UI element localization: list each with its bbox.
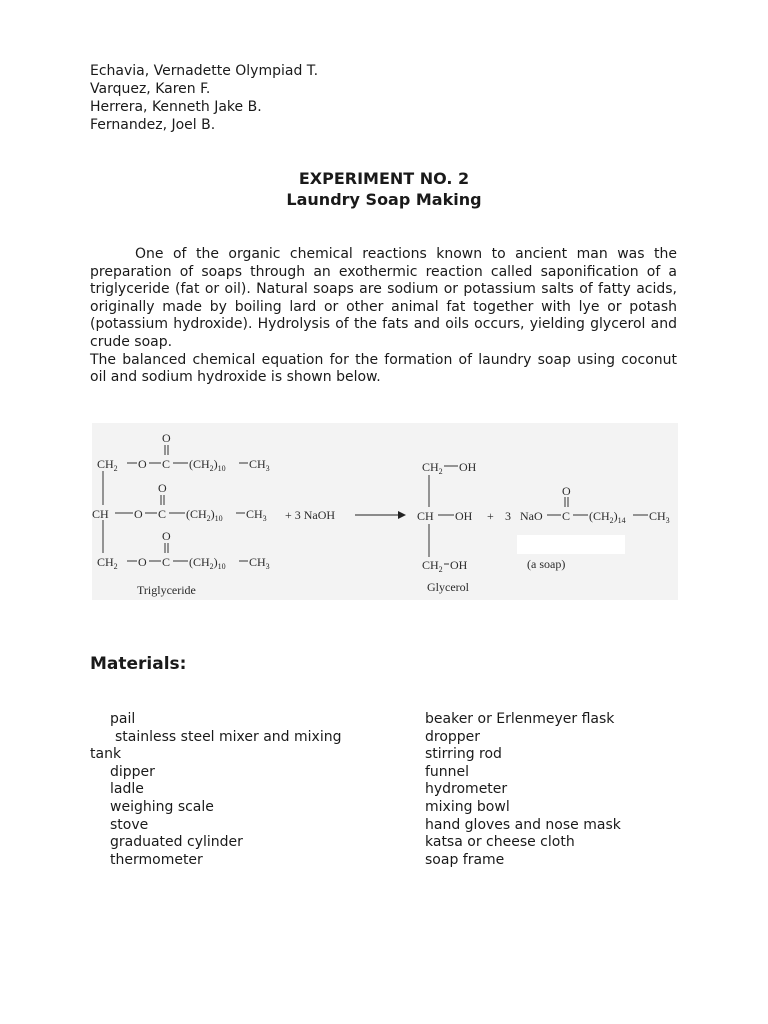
eq-atom: $CH_2$ bbox=[97, 457, 118, 473]
eq-atom: $CH_2$ bbox=[422, 460, 443, 476]
list-item: graduated cylinder bbox=[110, 834, 243, 851]
title-block bbox=[0, 168, 768, 210]
list-item: katsa or cheese cloth bbox=[425, 834, 575, 851]
author-name: Herrera, Kenneth Jake B. bbox=[90, 99, 262, 115]
eq-atom: C bbox=[162, 555, 171, 569]
eq-atom: C bbox=[562, 509, 571, 523]
eq-atom: OH bbox=[450, 558, 468, 572]
eq-atom: $CH_3$ bbox=[249, 555, 270, 571]
eq-atom: O bbox=[138, 555, 147, 569]
reagent-label: + 3 NaOH bbox=[285, 508, 336, 522]
list-item: dropper bbox=[425, 728, 481, 745]
list-item: stove bbox=[110, 816, 149, 833]
eq-atom: C bbox=[162, 457, 171, 471]
list-item: thermometer bbox=[110, 851, 203, 868]
soap-label: (a soap) bbox=[527, 557, 566, 571]
eq-atom: CH bbox=[417, 509, 434, 523]
eq-atom: $(CH_2)_{10}$ bbox=[186, 507, 223, 523]
list-item: weighing scale bbox=[110, 798, 214, 815]
introduction bbox=[90, 246, 677, 387]
eq-atom: NaO bbox=[520, 509, 543, 523]
materials-list-left bbox=[90, 711, 390, 869]
eq-coefficient: 3 bbox=[505, 509, 511, 523]
eq-atom: O bbox=[162, 431, 171, 445]
reaction-arrow-icon bbox=[398, 511, 406, 519]
list-item: tank bbox=[90, 746, 122, 763]
experiment-number: EXPERIMENT NO. 2 bbox=[298, 169, 470, 188]
equation-diagram bbox=[92, 423, 678, 600]
triglyceride-label: Triglyceride bbox=[137, 583, 196, 597]
list-item: soap frame bbox=[425, 851, 505, 868]
blank-box bbox=[517, 535, 625, 554]
intro-paragraph: The balanced chemical equation for the formation of laundry soap using coconut oil and sodium hydroxide is shown below. bbox=[90, 351, 677, 386]
eq-operator: + bbox=[487, 509, 494, 523]
intro-paragraph: One of the organic chemical reactions known to ancient man was the preparation of soaps through an exothermic reaction called saponification of a triglyceride (fat or oil). Natural soaps are sodium or potassium salts of fatty acids, originally made by boiling lard or other animal fat together with lye or potash (potassium hydroxide). Hydrolysis of the fats and oils occurs, yielding glycerol and crude soap. bbox=[90, 246, 677, 350]
eq-atom: O bbox=[134, 507, 143, 521]
author-name: Varquez, Karen F. bbox=[90, 81, 211, 97]
list-item: hydrometer bbox=[425, 781, 508, 798]
materials-heading: Materials: bbox=[90, 654, 187, 674]
eq-atom: $CH_3$ bbox=[249, 457, 270, 473]
glycerol-label: Glycerol bbox=[427, 580, 469, 594]
eq-atom: $CH_3$ bbox=[246, 507, 267, 523]
eq-atom: $(CH_2)_{14}$ bbox=[589, 509, 626, 525]
eq-atom: O bbox=[562, 484, 571, 498]
eq-atom: $CH_3$ bbox=[649, 509, 670, 525]
list-item: ladle bbox=[110, 781, 144, 798]
eq-atom: $CH_2$ bbox=[97, 555, 118, 571]
eq-atom: $(CH_2)_{10}$ bbox=[189, 555, 226, 571]
author-name: Echavia, Vernadette Olympiad T. bbox=[90, 63, 319, 79]
list-item: hand gloves and nose mask bbox=[425, 816, 621, 833]
list-item: beaker or Erlenmeyer flask bbox=[425, 711, 615, 727]
author-list bbox=[90, 62, 318, 134]
eq-atom: OH bbox=[455, 509, 473, 523]
eq-atom: $CH_2$ bbox=[422, 558, 443, 574]
materials-list-right bbox=[425, 711, 725, 869]
list-item: stirring rod bbox=[425, 746, 502, 763]
saponification-equation bbox=[92, 423, 678, 600]
list-item: dipper bbox=[110, 763, 155, 780]
eq-atom: O bbox=[158, 481, 167, 495]
list-item: stainless steel mixer and mixing bbox=[115, 728, 342, 745]
eq-atom: OH bbox=[459, 460, 477, 474]
eq-atom: $(CH_2)_{10}$ bbox=[189, 457, 226, 473]
author-name: Fernandez, Joel B. bbox=[90, 117, 216, 133]
eq-atom: C bbox=[158, 507, 167, 521]
list-item: mixing bowl bbox=[425, 798, 510, 815]
eq-atom: O bbox=[162, 529, 171, 543]
experiment-title: Laundry Soap Making bbox=[286, 190, 482, 209]
eq-atom: O bbox=[138, 457, 147, 471]
list-item: funnel bbox=[425, 763, 470, 780]
eq-atom: CH bbox=[92, 507, 109, 521]
list-item: pail bbox=[110, 711, 136, 727]
